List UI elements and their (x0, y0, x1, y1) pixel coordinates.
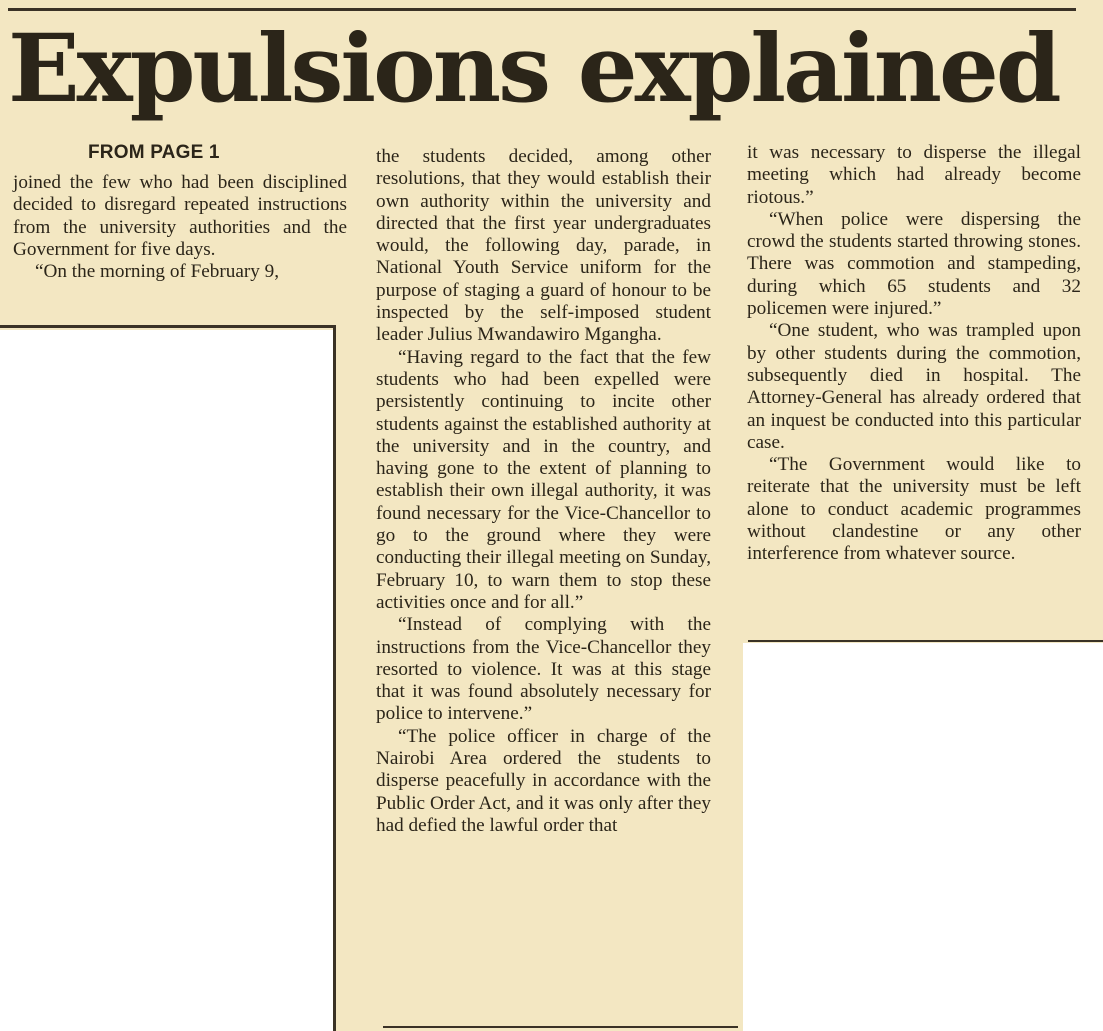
paragraph: “On the morning of February 9, (35, 261, 280, 283)
headline: Expulsions explained (8, 14, 1059, 124)
paragraph: it was necessary to disperse the illegal meeting which had already become riotous.” (747, 142, 1081, 208)
continuation-label: FROM PAGE 1 (88, 142, 220, 163)
paragraph: “When police were dispersing the crowd the students started throwing stones. There was commotion and stampeding, during which 65 students and 32 policemen were injured.” (747, 208, 1081, 320)
top-rule (8, 8, 1076, 11)
article-column-1 (13, 172, 347, 283)
clipping-border-vertical (333, 325, 336, 1031)
paragraph: joined the few who had been disciplined decided to disregard repeated instructions from the university authorities and the Government for five days. (13, 172, 347, 260)
column-end-rule (383, 1026, 738, 1028)
paragraph: the students decided, among other resolutions, that they would establish their own authority within the university and directed that the first year undergraduates would, the following day, parade, in National Youth Service uniform for the purpose of staging a guard of honour to be inspected by the self-imposed student leader Julius Mwandawiro Mgangha. (376, 146, 711, 346)
column-end-rule (748, 640, 1103, 642)
paragraph: “Having regard to the fact that the few students who had been expelled were persistently continuing to incite other students against the established authority at the university and in the country, and having gone to the extent of planning to establish their own illegal authority, it was found necessary for the Vice-Chancellor to go to the ground where they were conducting their illegal meeting on Sunday, February 10, to warn them to stop these activities once and for all.” (376, 346, 711, 613)
article-column-3 (747, 142, 1081, 566)
paragraph: “Instead of complying with the instructions from the Vice-Chancellor they resorted to violence. It was at this stage that it was found absolutely necessary for police to intervene.” (376, 614, 711, 725)
article-column-2 (376, 146, 711, 837)
paragraph: “The Government would like to reiterate that the university must be left alone to conduct academic programmes without clandestine or any other interference from whatever source. (747, 454, 1081, 565)
paragraph: “The police officer in charge of the Nairobi Area ordered the students to disperse peacefully in accordance with the Public Order Act, and it was only after they had defied the lawful order that (376, 725, 711, 836)
paragraph: “One student, who was trampled upon by other students during the commotion, subsequently died in hospital. The Attorney-General has already ordered that an inquest be conducted into this particular case. (747, 320, 1081, 453)
clipping-border-horizontal (0, 325, 336, 328)
